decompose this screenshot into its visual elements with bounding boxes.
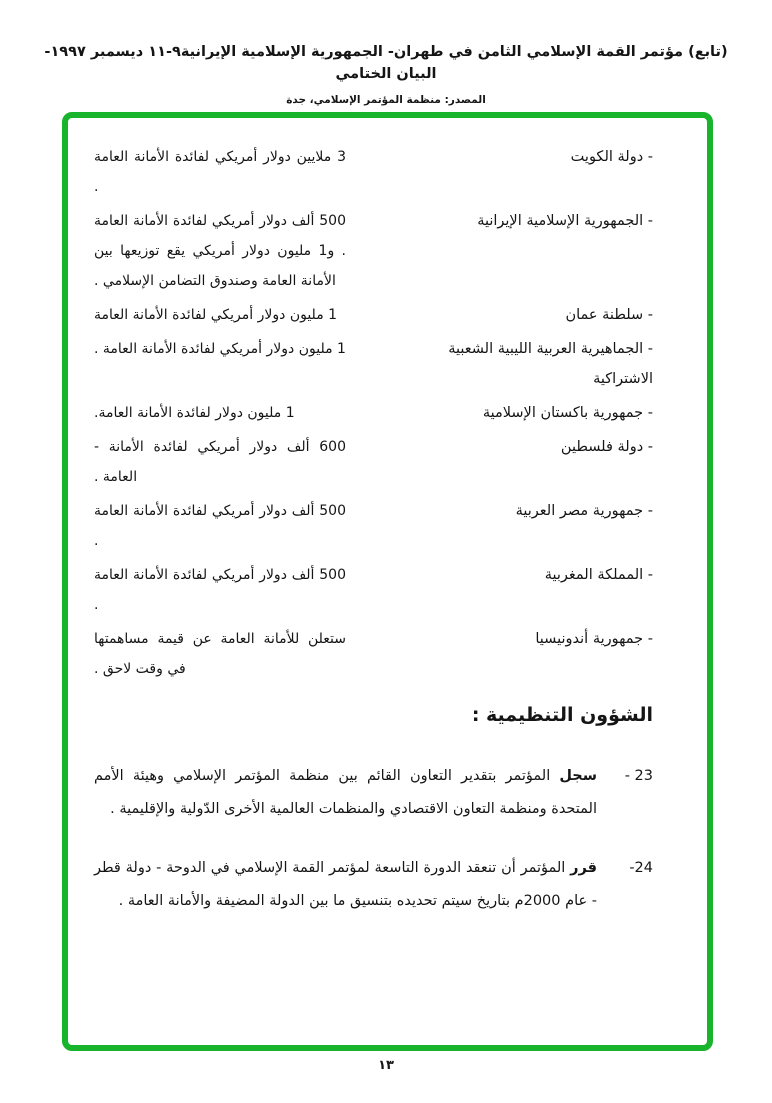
document-title: (تابع) مؤتمر القمة الإسلامي الثامن في طهران- الجمهورية الإسلامية الإيرانية٩-١١ ديسمبر ١٩٩٧- البيان الختامي [44,44,728,82]
item-number: 23 - [624,768,653,784]
contributions-list [94,142,653,684]
contribution-row [94,300,653,330]
contribution-row [94,334,653,394]
contribution-amount: 1 مليون دولار أمريكي لفائدة الأمانة العامة . [94,341,346,357]
contribution-row [94,398,653,428]
contribution-amount: 500 ألف دولار أمريكي لفائدة الأمانة العامة . [94,567,346,613]
country-name: - المملكة المغربية [544,567,653,583]
country-name: - جمهورية مصر العربية [515,503,653,519]
item-text [94,852,597,918]
contribution-amount: 500 ألف دولار أمريكي لفائدة الأمانة العامة . و1 مليون دولار أمريكي يقع توزيعها بين الأمانة العامة وصندوق التضامن الإسلامي . [94,213,346,289]
contribution-amount: 1 مليون دولار لفائدة الأمانة العامة. [94,405,295,421]
item-keyword: سجل [559,768,597,784]
contribution-row [94,432,653,492]
country-name: - دولة فلسطين [560,439,653,455]
resolution-items [94,760,653,918]
contribution-row [94,624,653,684]
country-name: - جمهورية أندونيسيا [535,631,653,647]
item-body-text: المؤتمر أن تنعقد الدورة التاسعة لمؤتمر القمة الإسلامي في الدوحة - دولة قطر - عام 2000م بتاريخ سيتم تحديده بتنسيق ما بين الدولة المضيفة والأمانة العامة . [94,860,597,909]
contribution-amount: 600 ألف دولار أمريكي لفائدة الأمانة - العامة . [94,439,346,485]
resolution-item [94,760,653,826]
country-name: - سلطنة عمان [565,307,653,323]
item-body-text: المؤتمر بتقدير التعاون القائم بين منظمة المؤتمر الإسلامي وهيئة الأمم المتحدة ومنظمة التعاون الاقتصادي والمنظمات العالمية الأخرى الدّولية والإقليمية . [94,768,597,817]
item-text [94,760,597,826]
item-keyword: قرر [570,860,597,876]
page-frame [62,112,713,1051]
item-number: 24- [629,860,653,876]
section-heading: الشؤون التنظيمية : [471,704,653,726]
contribution-amount: 1 مليون دولار أمريكي لفائدة الأمانة العامة [94,307,338,323]
country-name: - الجمهورية الإسلامية الإيرانية [477,213,653,229]
document-source-line: المصدر: منظمة المؤتمر الإسلامي، جدة [286,93,486,106]
contribution-amount: 500 ألف دولار أمريكي لفائدة الأمانة العامة . [94,503,346,549]
contribution-amount: ستعلن للأمانة العامة عن قيمة مساهمتها في وقت لاحق . [94,631,346,677]
country-name: - الجماهيرية العربية الليبية الشعبية الاشتراكية [448,341,653,387]
contribution-row [94,560,653,620]
contribution-amount: 3 ملايين دولار أمريكي لفائدة الأمانة العامة . [94,149,346,195]
contribution-row [94,206,653,296]
page-number: ١٣ [378,1058,394,1073]
resolution-item [94,852,653,918]
country-name: - جمهورية باكستان الإسلامية [482,405,653,421]
contribution-row [94,142,653,202]
country-name: - دولة الكويت [570,149,653,165]
contribution-row [94,496,653,556]
document-header [36,42,736,106]
